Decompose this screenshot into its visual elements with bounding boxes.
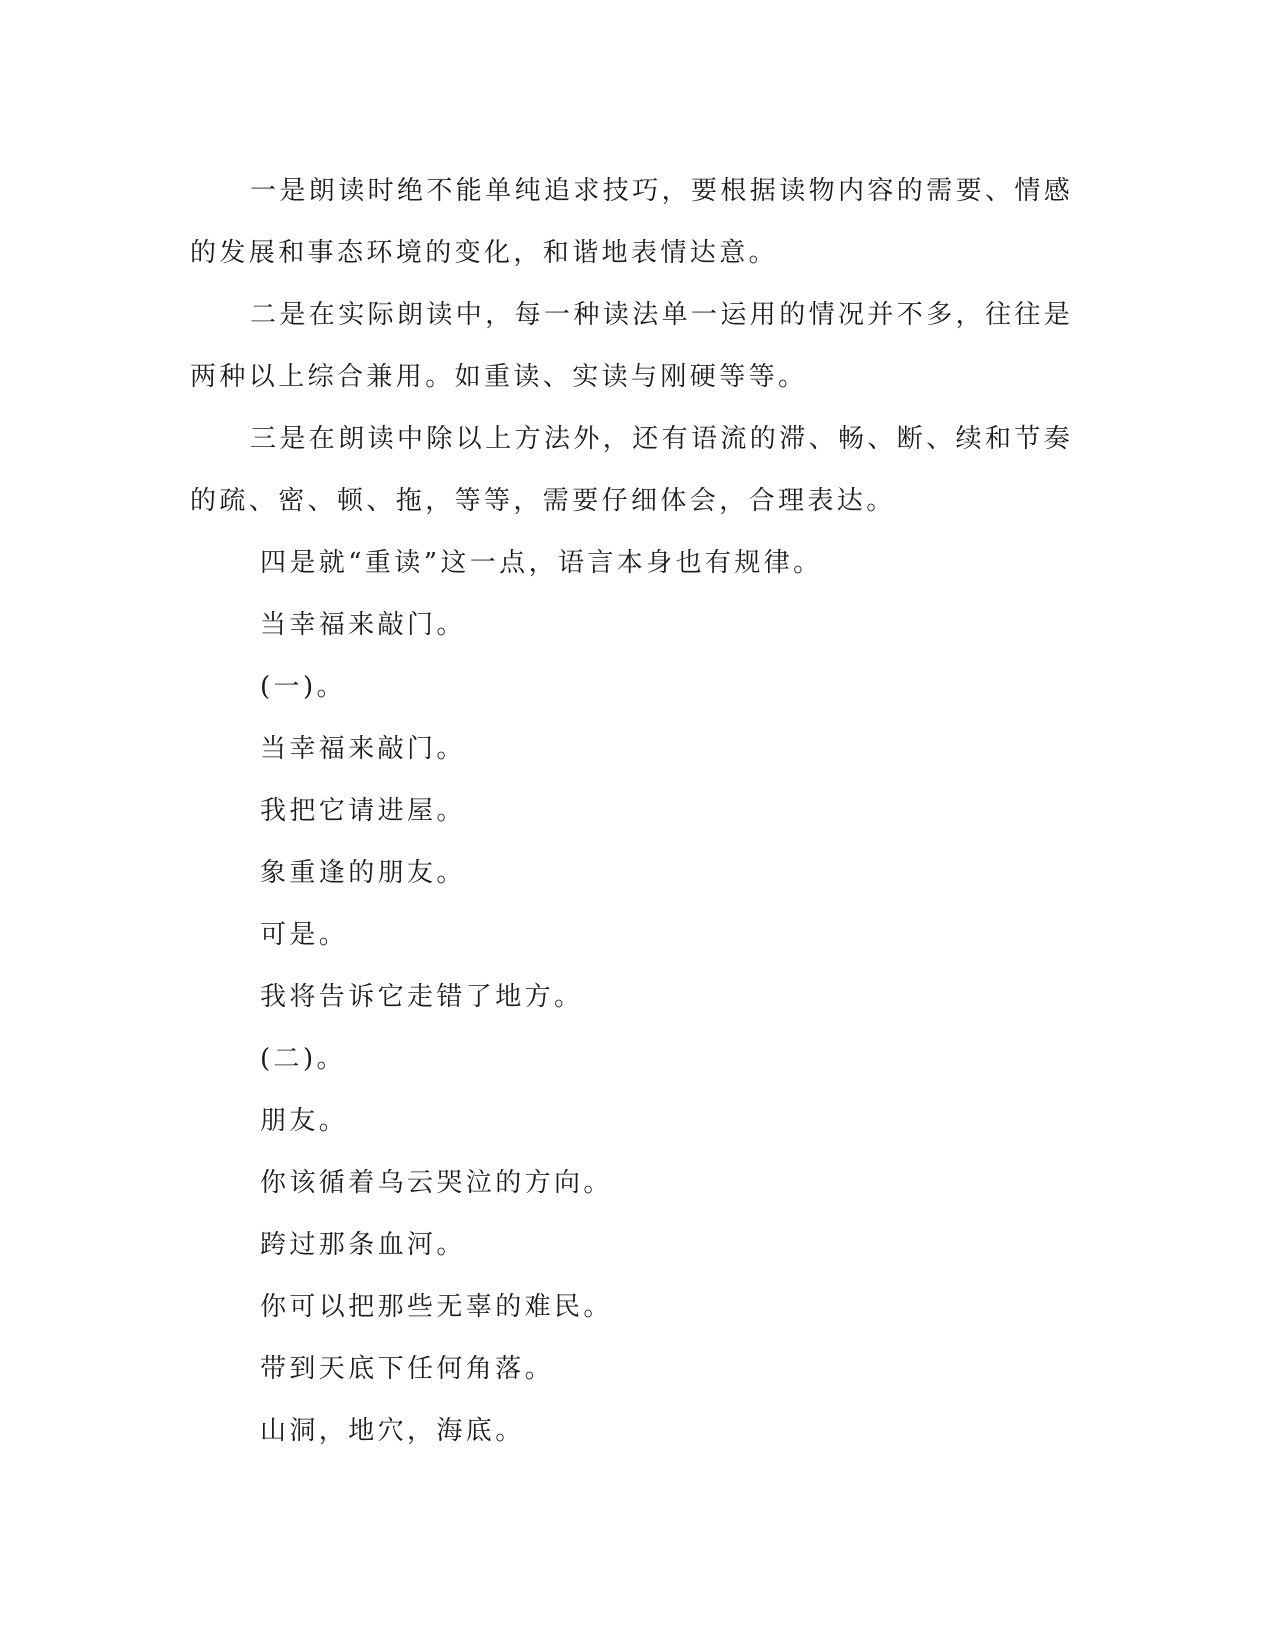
paragraph-1: 一是朗读时绝不能单纯追求技巧，要根据读物内容的需要、情感的发展和事态环境的变化，和谐地表情达意。: [190, 176, 1074, 268]
paragraph-2: 二是在实际朗读中，每一种读法单一运用的情况并不多，往往是两种以上综合兼用。如重读、实读与刚硬等等。: [190, 300, 1074, 392]
text-line-2: 当幸福来敲门。: [260, 610, 466, 640]
poem-line-5: 我将告诉它走错了地方。: [260, 982, 584, 1012]
poem-line-6: 朋友。: [260, 1106, 349, 1136]
section-marker-1: (一)。: [260, 672, 346, 702]
text-line-1: 四是就“重读”这一点，语言本身也有规律。: [260, 548, 823, 578]
poem-line-1: 当幸福来敲门。: [260, 734, 466, 764]
poem-line-10: 带到天底下任何角落。: [260, 1354, 555, 1384]
section-marker-2: (二)。: [260, 1044, 346, 1074]
poem-line-11: 山洞，地穴，海底。: [260, 1416, 525, 1446]
poem-line-8: 跨过那条血河。: [260, 1230, 466, 1260]
document-body: [190, 160, 1080, 1462]
poem-line-3: 象重逢的朋友。: [260, 858, 466, 888]
poem-line-9: 你可以把那些无辜的难民。: [260, 1292, 613, 1322]
poem-line-2: 我把它请进屋。: [260, 796, 466, 826]
paragraph-3: 三是在朗读中除以上方法外，还有语流的滞、畅、断、续和节奏的疏、密、顿、拖，等等，需要仔细体会，合理表达。: [190, 424, 1074, 516]
poem-line-4: 可是。: [260, 920, 349, 950]
poem-line-7: 你该循着乌云哭泣的方向。: [260, 1168, 613, 1198]
